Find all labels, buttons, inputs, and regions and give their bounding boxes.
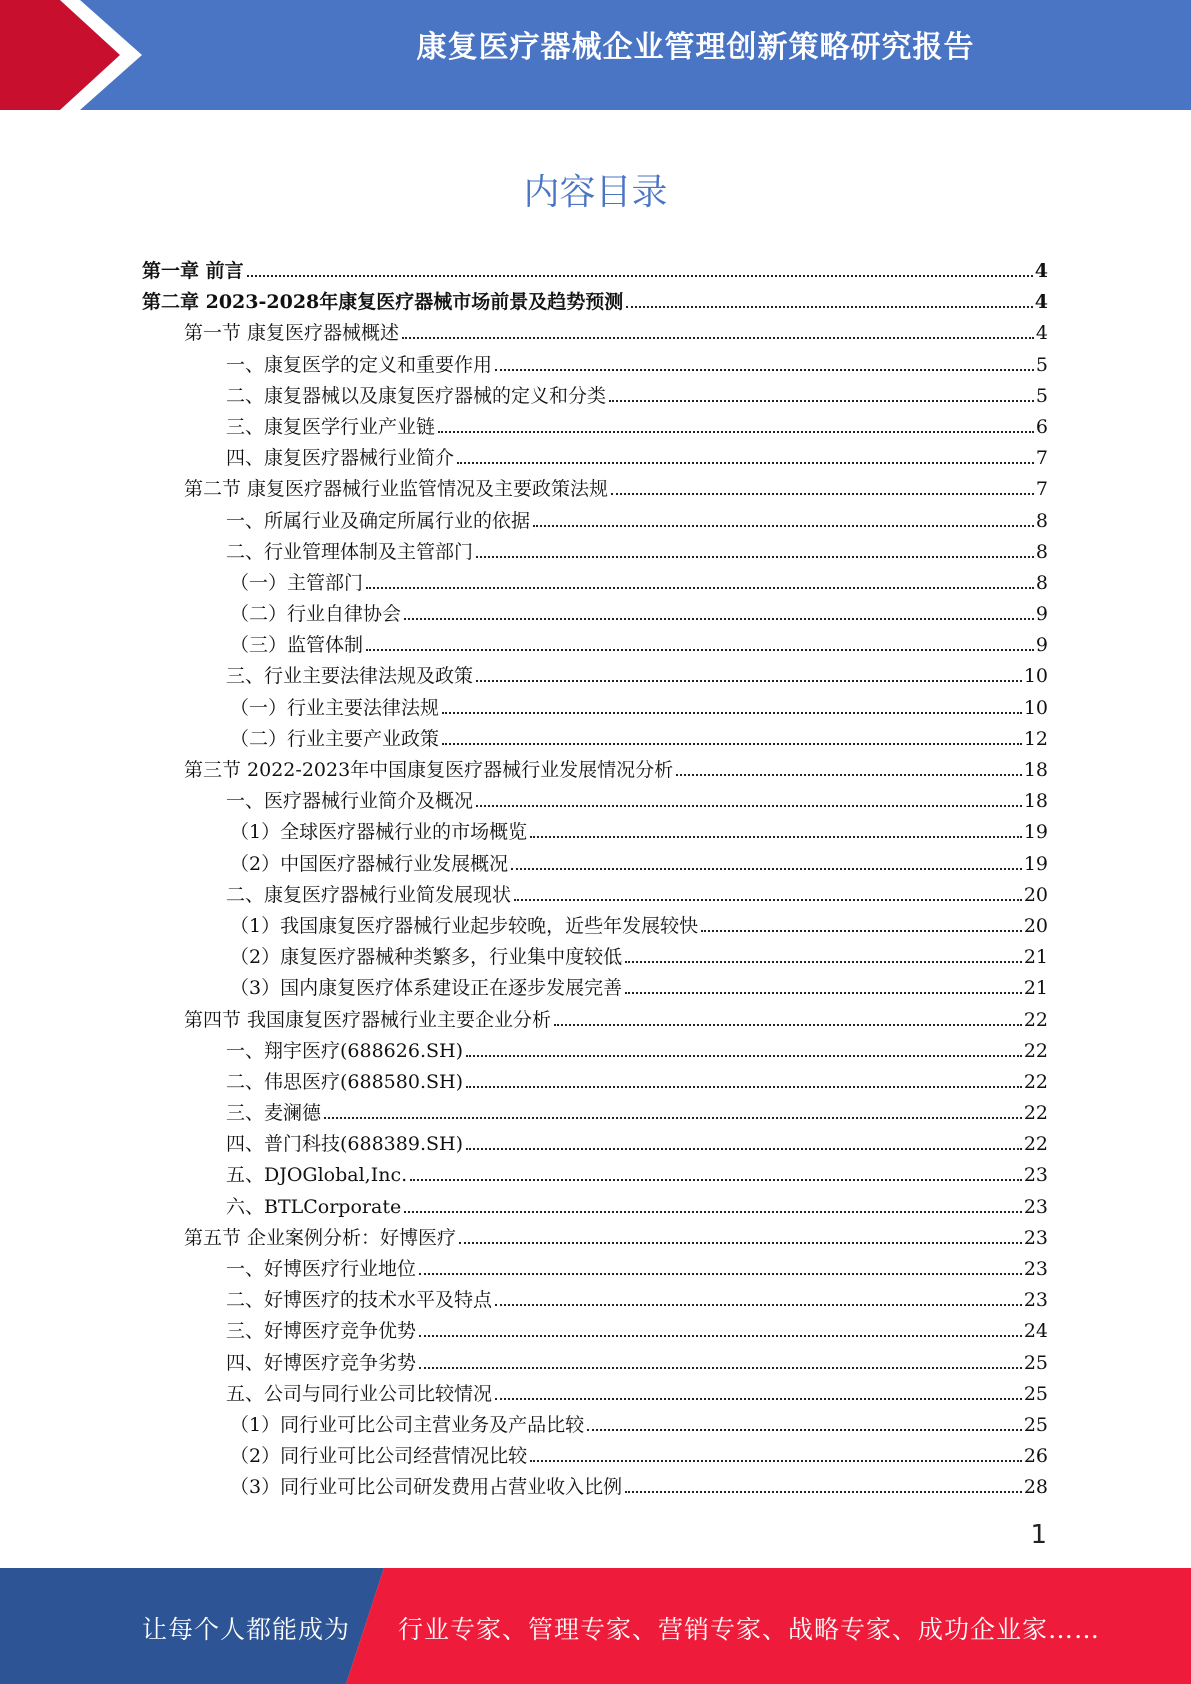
toc-dot-leader xyxy=(402,337,1034,339)
toc-entry-page: 4 xyxy=(1035,322,1048,345)
toc-entry-label: （2）同行业可比公司经营情况比较 xyxy=(230,1445,528,1468)
toc-entry-label: 第五节 企业案例分析：好博医疗 xyxy=(184,1226,457,1249)
toc-entry-page: 22 xyxy=(1023,1039,1048,1062)
toc-dot-leader xyxy=(511,868,1022,870)
toc-entry-label: 第二章 2023-2028年康复医疗器械市场前景及趋势预测 xyxy=(142,291,624,314)
toc-entry-label: （1）全球医疗器械行业的市场概览 xyxy=(230,821,528,844)
toc-entry-label: 四、康复医疗器械行业简介 xyxy=(226,447,455,470)
toc-entry[interactable] xyxy=(142,1316,1048,1347)
toc-entry[interactable] xyxy=(142,1160,1048,1191)
toc-entry-page: 9 xyxy=(1035,634,1048,657)
toc-entry[interactable] xyxy=(142,381,1048,412)
toc-dot-leader xyxy=(459,1242,1022,1244)
footer-slogan-right: 行业专家、管理专家、营销专家、战略专家、成功企业家…… xyxy=(398,1615,1101,1644)
toc-dot-leader xyxy=(419,1273,1022,1275)
table-of-contents xyxy=(142,256,1048,1504)
toc-entry[interactable] xyxy=(142,1254,1048,1285)
toc-entry[interactable] xyxy=(142,412,1048,443)
toc-entry-page: 8 xyxy=(1035,509,1048,532)
toc-dot-leader xyxy=(495,369,1034,371)
toc-entry[interactable] xyxy=(142,568,1048,599)
toc-entry-label: 一、医疗器械行业简介及概况 xyxy=(226,790,474,813)
toc-dot-leader xyxy=(530,1460,1022,1462)
toc-dot-leader xyxy=(466,1086,1022,1088)
toc-dot-leader xyxy=(495,1398,1022,1400)
toc-entry-page: 22 xyxy=(1023,1070,1048,1093)
toc-entry[interactable] xyxy=(142,1379,1048,1410)
toc-dot-leader xyxy=(247,275,1033,277)
toc-entry-page: 22 xyxy=(1023,1133,1048,1156)
toc-entry-page: 4 xyxy=(1034,260,1048,282)
toc-dot-leader xyxy=(438,431,1034,433)
toc-dot-leader xyxy=(533,525,1034,527)
toc-dot-leader xyxy=(476,680,1022,682)
toc-entry-page: 22 xyxy=(1023,1008,1048,1031)
toc-entry-page: 25 xyxy=(1023,1351,1048,1374)
toc-entry[interactable] xyxy=(142,942,1048,973)
toc-dot-leader xyxy=(404,1211,1022,1213)
toc-entry[interactable] xyxy=(142,661,1048,692)
toc-entry[interactable] xyxy=(142,1192,1048,1223)
toc-entry-label: （3）国内康复医疗体系建设正在逐步发展完善 xyxy=(230,977,623,1000)
toc-dot-leader xyxy=(442,712,1022,714)
toc-entry-page: 19 xyxy=(1023,821,1048,844)
toc-entry-label: 三、康复医学行业产业链 xyxy=(226,415,436,438)
toc-dot-leader xyxy=(554,1024,1022,1026)
header-chevron-graphic xyxy=(0,0,200,110)
toc-entry-page: 23 xyxy=(1023,1195,1048,1218)
toc-entry-label: （三）监管体制 xyxy=(230,634,364,657)
toc-entry[interactable] xyxy=(142,849,1048,880)
toc-entry-page: 23 xyxy=(1023,1164,1048,1187)
toc-entry-label: 二、伟思医疗(688580.SH) xyxy=(226,1070,463,1093)
toc-entry-page: 28 xyxy=(1023,1476,1048,1499)
toc-entry-page: 6 xyxy=(1035,415,1048,438)
toc-entry[interactable] xyxy=(142,537,1048,568)
toc-entry[interactable] xyxy=(142,973,1048,1004)
toc-entry[interactable] xyxy=(142,1036,1048,1067)
toc-entry-page: 10 xyxy=(1023,696,1048,719)
toc-entry-page: 18 xyxy=(1023,759,1048,781)
toc-entry[interactable] xyxy=(142,817,1048,848)
toc-entry-label: 二、行业管理体制及主管部门 xyxy=(226,540,474,563)
toc-dot-leader xyxy=(476,556,1034,558)
toc-dot-leader xyxy=(626,306,1033,308)
toc-dot-leader xyxy=(366,649,1034,651)
toc-entry-label: 三、行业主要法律法规及政策 xyxy=(226,665,474,688)
toc-entry-page: 22 xyxy=(1023,1102,1048,1125)
toc-entry[interactable] xyxy=(142,724,1048,755)
toc-entry-label: 四、普门科技(688389.SH) xyxy=(226,1133,463,1156)
toc-entry-label: 二、康复器械以及康复医疗器械的定义和分类 xyxy=(226,384,607,407)
toc-dot-leader xyxy=(410,1179,1022,1181)
toc-entry[interactable] xyxy=(142,630,1048,661)
toc-entry-page: 8 xyxy=(1035,571,1048,594)
toc-entry-page: 25 xyxy=(1023,1413,1048,1436)
toc-entry-label: 第二节 康复医疗器械行业监管情况及主要政策法规 xyxy=(184,478,609,501)
toc-entry[interactable] xyxy=(142,1067,1048,1098)
toc-entry-label: （3）同行业可比公司研发费用占营业收入比例 xyxy=(230,1476,623,1499)
toc-entry-label: 第三节 2022-2023年中国康复医疗器械行业发展情况分析 xyxy=(184,759,674,781)
toc-entry-label: （2）康复医疗器械种类繁多，行业集中度较低 xyxy=(230,946,623,969)
toc-entry-label: 第一节 康复医疗器械概述 xyxy=(184,322,400,345)
toc-entry-page: 5 xyxy=(1035,384,1048,407)
toc-heading: 内容目录 xyxy=(523,172,668,213)
toc-entry[interactable] xyxy=(142,1005,1048,1036)
toc-entry[interactable] xyxy=(142,256,1048,287)
toc-dot-leader xyxy=(466,1055,1022,1057)
toc-entry[interactable] xyxy=(142,693,1048,724)
toc-entry-page: 21 xyxy=(1023,946,1048,969)
toc-dot-leader xyxy=(514,899,1022,901)
toc-entry-label: 三、麦澜德 xyxy=(226,1102,322,1125)
toc-dot-leader xyxy=(457,462,1034,464)
toc-entry[interactable] xyxy=(142,287,1048,318)
toc-dot-leader xyxy=(609,400,1034,402)
toc-entry[interactable] xyxy=(142,506,1048,537)
toc-dot-leader xyxy=(611,493,1034,495)
toc-entry-label: 四、好博医疗竞争劣势 xyxy=(226,1351,417,1374)
toc-dot-leader xyxy=(324,1117,1022,1119)
toc-entry-label: 一、康复医学的定义和重要作用 xyxy=(226,353,493,376)
toc-entry-label: 第一章 前言 xyxy=(142,260,244,282)
toc-entry-label: 第四节 我国康复医疗器械行业主要企业分析 xyxy=(184,1008,552,1031)
toc-entry-label: 一、所属行业及确定所属行业的依据 xyxy=(226,509,531,532)
toc-entry-page: 23 xyxy=(1023,1226,1048,1249)
toc-entry[interactable] xyxy=(142,880,1048,911)
toc-entry[interactable] xyxy=(142,318,1048,349)
toc-dot-leader xyxy=(404,618,1034,620)
toc-entry-page: 4 xyxy=(1034,291,1048,314)
toc-entry-page: 19 xyxy=(1023,852,1048,875)
toc-entry[interactable] xyxy=(142,755,1048,786)
toc-dot-leader xyxy=(625,992,1022,994)
toc-entry-label: （2）中国医疗器械行业发展概况 xyxy=(230,852,509,875)
toc-entry-page: 7 xyxy=(1035,447,1048,470)
toc-entry[interactable] xyxy=(142,786,1048,817)
toc-dot-leader xyxy=(530,836,1022,838)
toc-entry-page: 7 xyxy=(1035,478,1048,501)
document-title: 康复医疗器械企业管理创新策略研究报告 xyxy=(416,30,975,65)
toc-dot-leader xyxy=(419,1335,1022,1337)
toc-entry-label: （一）行业主要法律法规 xyxy=(230,696,440,719)
footer-slogan-left: 让每个人都能成为 xyxy=(142,1615,351,1644)
toc-entry-page: 20 xyxy=(1023,883,1048,906)
toc-entry[interactable] xyxy=(142,1410,1048,1441)
toc-entry-label: （二）行业主要产业政策 xyxy=(230,727,440,750)
toc-entry-label: 一、翔宇医疗(688626.SH) xyxy=(226,1039,463,1062)
toc-entry-page: 26 xyxy=(1023,1445,1048,1468)
toc-entry-label: （二）行业自律协会 xyxy=(230,603,402,626)
toc-dot-leader xyxy=(495,1304,1022,1306)
toc-entry-label: 三、好博医疗竞争优势 xyxy=(226,1320,417,1343)
toc-dot-leader xyxy=(701,930,1022,932)
toc-entry-page: 9 xyxy=(1035,603,1048,626)
toc-dot-leader xyxy=(676,774,1022,776)
toc-entry[interactable] xyxy=(142,1098,1048,1129)
toc-entry[interactable] xyxy=(142,1223,1048,1254)
toc-dot-leader xyxy=(366,587,1034,589)
toc-entry[interactable] xyxy=(142,1348,1048,1379)
toc-entry[interactable] xyxy=(142,350,1048,381)
toc-dot-leader xyxy=(625,1491,1022,1493)
toc-entry[interactable] xyxy=(142,1472,1048,1503)
page-number: 1 xyxy=(1030,1520,1047,1550)
toc-entry-label: 二、好博医疗的技术水平及特点 xyxy=(226,1289,493,1312)
toc-entry-label: 一、好博医疗行业地位 xyxy=(226,1258,417,1280)
toc-entry-label: 五、DJOGlobal,Inc. xyxy=(226,1164,408,1187)
toc-entry[interactable] xyxy=(142,1285,1048,1316)
toc-entry-label: （1）同行业可比公司主营业务及产品比较 xyxy=(230,1413,585,1436)
toc-entry-page: 23 xyxy=(1023,1289,1048,1312)
toc-entry-page: 5 xyxy=(1035,353,1048,376)
toc-entry[interactable] xyxy=(142,443,1048,474)
toc-entry-page: 24 xyxy=(1023,1320,1048,1343)
toc-dot-leader xyxy=(476,805,1022,807)
toc-entry[interactable] xyxy=(142,911,1048,942)
toc-dot-leader xyxy=(419,1367,1022,1369)
toc-dot-leader xyxy=(442,743,1022,745)
toc-entry-label: 五、公司与同行业公司比较情况 xyxy=(226,1382,493,1405)
toc-entry-label: 六、BTLCorporate xyxy=(226,1195,402,1218)
toc-dot-leader xyxy=(587,1429,1022,1431)
toc-entry-page: 8 xyxy=(1035,540,1048,563)
toc-entry-page: 18 xyxy=(1023,790,1048,813)
toc-entry[interactable] xyxy=(142,599,1048,630)
toc-entry-label: （一）主管部门 xyxy=(230,571,364,594)
toc-entry-page: 10 xyxy=(1023,665,1048,688)
toc-entry[interactable] xyxy=(142,474,1048,505)
toc-entry-label: 二、康复医疗器械行业简发展现状 xyxy=(226,883,512,906)
toc-entry-page: 12 xyxy=(1023,727,1048,750)
toc-dot-leader xyxy=(466,1148,1022,1150)
toc-entry[interactable] xyxy=(142,1129,1048,1160)
toc-entry-page: 21 xyxy=(1023,977,1048,1000)
toc-entry[interactable] xyxy=(142,1441,1048,1472)
toc-entry-page: 20 xyxy=(1023,914,1048,937)
toc-entry-page: 25 xyxy=(1023,1382,1048,1405)
toc-entry-label: （1）我国康复医疗器械行业起步较晚，近些年发展较快 xyxy=(230,914,699,937)
footer-banner xyxy=(0,1568,1191,1684)
toc-entry-page: 23 xyxy=(1023,1258,1048,1280)
header-banner xyxy=(0,0,1191,110)
toc-dot-leader xyxy=(625,961,1022,963)
